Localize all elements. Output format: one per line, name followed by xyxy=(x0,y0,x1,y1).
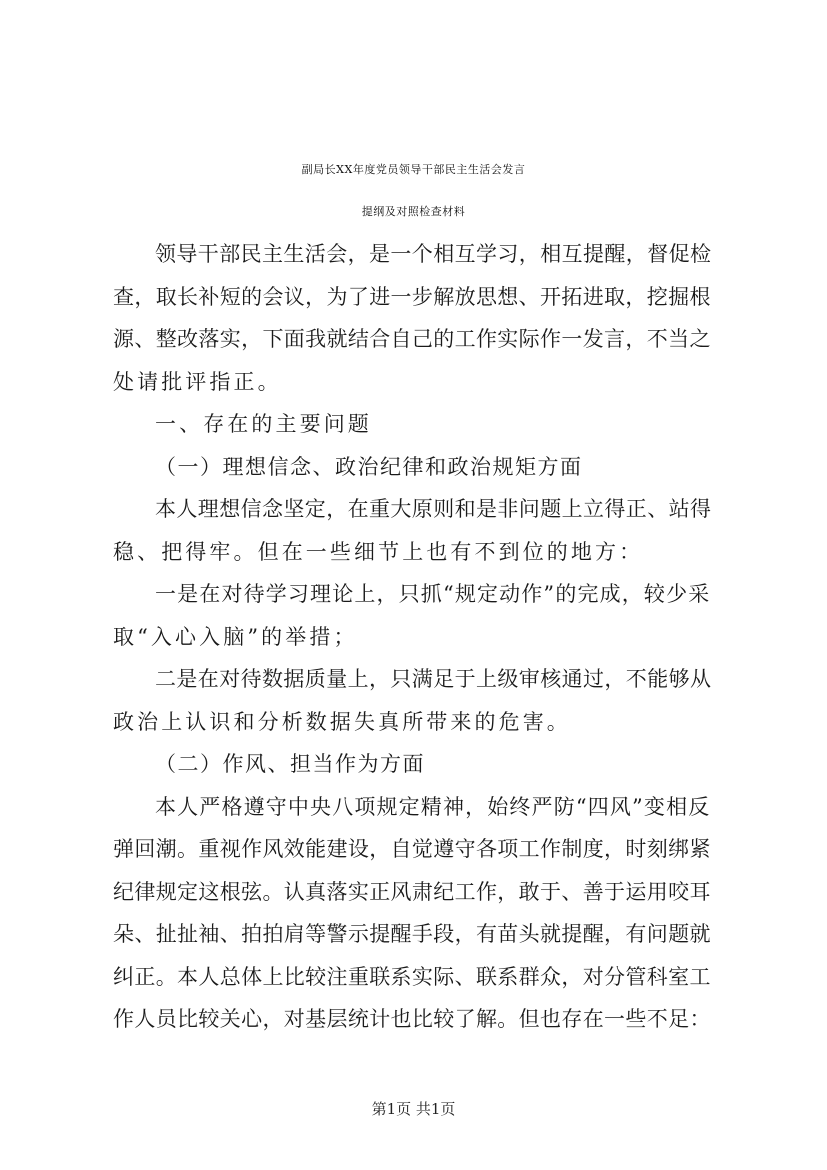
body-line: 源、整改落实，下面我就结合自己的工作实际作一发言，不当之 xyxy=(113,327,711,351)
page-number: 第1页 共1页 xyxy=(371,1100,456,1118)
body-line: 处请批评指正。 xyxy=(113,370,282,394)
subsection-heading: （一）理想信念、政治纪律和政治规矩方面 xyxy=(155,455,583,479)
body-line: 一是在对待学习理论上，只抓“规定动作”的完成，较少采 xyxy=(155,582,711,606)
title-line-1: 副局长XX年度党员领导干部民主生活会发言 xyxy=(301,163,526,176)
body-line: 政治上认识和分析数据失真所带来的危害。 xyxy=(113,710,571,734)
body-line: 弹回潮。重视作风效能建设，自觉遵守各项工作制度，时刻绑紧 xyxy=(113,837,711,861)
title-line-2: 提纲及对照检查材料 xyxy=(361,205,466,218)
body-line: 纠正。本人总体上比较注重联系实际、联系群众，对分管科室工 xyxy=(113,965,711,989)
body-line: 取“入心入脑”的举措； xyxy=(113,625,358,649)
body-line: 作人员比较关心，对基层统计也比较了解。但也存在一些不足： xyxy=(113,1007,711,1031)
section-heading: 一、存在的主要问题 xyxy=(155,412,372,436)
body-line: 朵、扯扯袖、拍拍肩等警示提醒手段，有苗头就提醒，有问题就 xyxy=(113,922,711,946)
body-line: 本人理想信念坚定，在重大原则和是非问题上立得正、站得 xyxy=(155,497,712,521)
body-line: 稳、把得牢。但在一些细节上也有不到位的地方： xyxy=(113,540,644,564)
subsection-heading: （二）作风、担当作为方面 xyxy=(155,752,425,776)
body-line: 本人严格遵守中央八项规定精神，始终严防“四风”变相反 xyxy=(155,795,711,819)
body-line: 查，取长补短的会议，为了进一步解放思想、开拓进取，挖掘根 xyxy=(113,285,711,309)
body-line: 领导干部民主生活会，是一个相互学习，相互提醒，督促检 xyxy=(155,242,712,266)
body-line: 二是在对待数据质量上，只满足于上级审核通过，不能够从 xyxy=(155,667,712,691)
body-line: 纪律规定这根弦。认真落实正风肃纪工作，敢于、善于运用咬耳 xyxy=(113,880,711,904)
